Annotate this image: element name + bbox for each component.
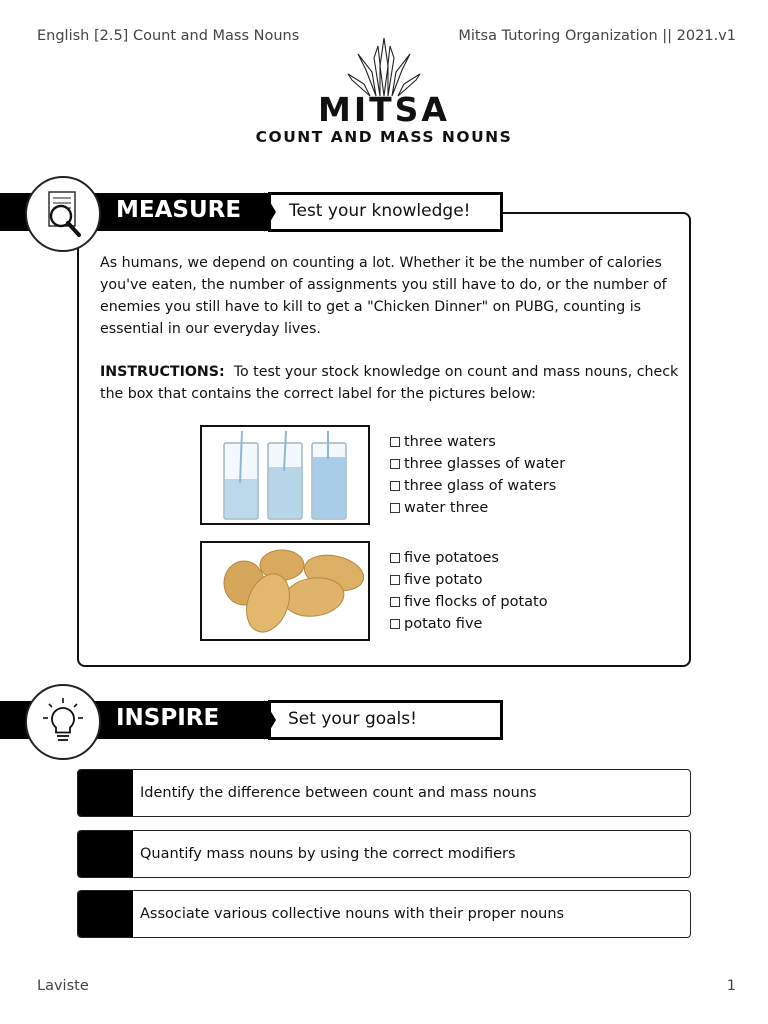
option-checkbox[interactable]: three waters	[390, 431, 565, 453]
goal-item	[77, 769, 691, 817]
goal-text: Identify the difference between count and mass nouns	[140, 785, 537, 801]
crown-splash-icon	[344, 36, 424, 98]
checkbox-icon[interactable]	[390, 575, 400, 585]
checkbox-icon[interactable]	[390, 503, 400, 513]
footer-author: Laviste	[37, 978, 89, 994]
checkbox-icon[interactable]	[390, 481, 400, 491]
measure-tag-text: Test your knowledge!	[289, 201, 471, 221]
brand-name: MITSA	[318, 90, 450, 129]
checkbox-icon[interactable]	[390, 553, 400, 563]
goal-item	[77, 890, 691, 938]
measure-icon-circle	[25, 176, 101, 252]
lightbulb-icon	[27, 686, 99, 758]
checkbox-icon[interactable]	[390, 437, 400, 447]
option-checkbox[interactable]: five flocks of potato	[390, 591, 548, 613]
checkbox-icon[interactable]	[390, 597, 400, 607]
measure-label: MEASURE	[116, 197, 242, 223]
inspire-tag-text: Set your goals!	[288, 709, 417, 729]
goal-text: Associate various collective nouns with their proper nouns	[140, 906, 565, 922]
banner-notch	[264, 700, 276, 740]
option-checkbox[interactable]: water three	[390, 497, 565, 519]
checkbox-icon[interactable]	[390, 459, 400, 469]
instructions-label: INSTRUCTIONS:	[100, 364, 225, 380]
goal-item	[77, 830, 691, 878]
instructions-text: To test your stock knowledge on count and mass nouns, check the box that contains the correct label for the pictures below:	[100, 364, 679, 402]
option-checkbox[interactable]: five potatoes	[390, 547, 548, 569]
banner-notch	[264, 192, 276, 232]
worksheet-title: COUNT AND MASS NOUNS	[255, 128, 513, 146]
inspire-label: INSPIRE	[116, 705, 220, 731]
question-2-options	[390, 547, 548, 635]
option-checkbox[interactable]: potato five	[390, 613, 548, 635]
goal-marker	[78, 891, 133, 937]
goal-marker	[78, 770, 133, 816]
option-checkbox[interactable]: three glass of waters	[390, 475, 565, 497]
organization-version: Mitsa Tutoring Organization || 2021.v1	[458, 28, 736, 44]
magnifier-document-icon	[27, 178, 99, 250]
page-number: 1	[726, 978, 736, 994]
inspire-icon-circle	[25, 684, 101, 760]
question-1-options	[390, 431, 565, 519]
goal-text: Quantify mass nouns by using the correct modifiers	[140, 846, 516, 862]
water-glasses-picture	[200, 425, 370, 525]
option-checkbox[interactable]: three glasses of water	[390, 453, 565, 475]
checkbox-icon[interactable]	[390, 619, 400, 629]
instructions-paragraph	[100, 361, 680, 405]
potatoes-picture	[200, 541, 370, 641]
goal-marker	[78, 831, 133, 877]
option-checkbox[interactable]: five potato	[390, 569, 548, 591]
document-subject: English [2.5] Count and Mass Nouns	[37, 28, 300, 44]
logo	[0, 36, 768, 98]
intro-paragraph: As humans, we depend on counting a lot. Whether it be the number of calories you've eaten, the number of assignments you still have to do, or the number of enemies you still have to kill to get a "Chicken Dinner" on PUBG, counting is essential in our everyday lives.	[100, 255, 667, 337]
